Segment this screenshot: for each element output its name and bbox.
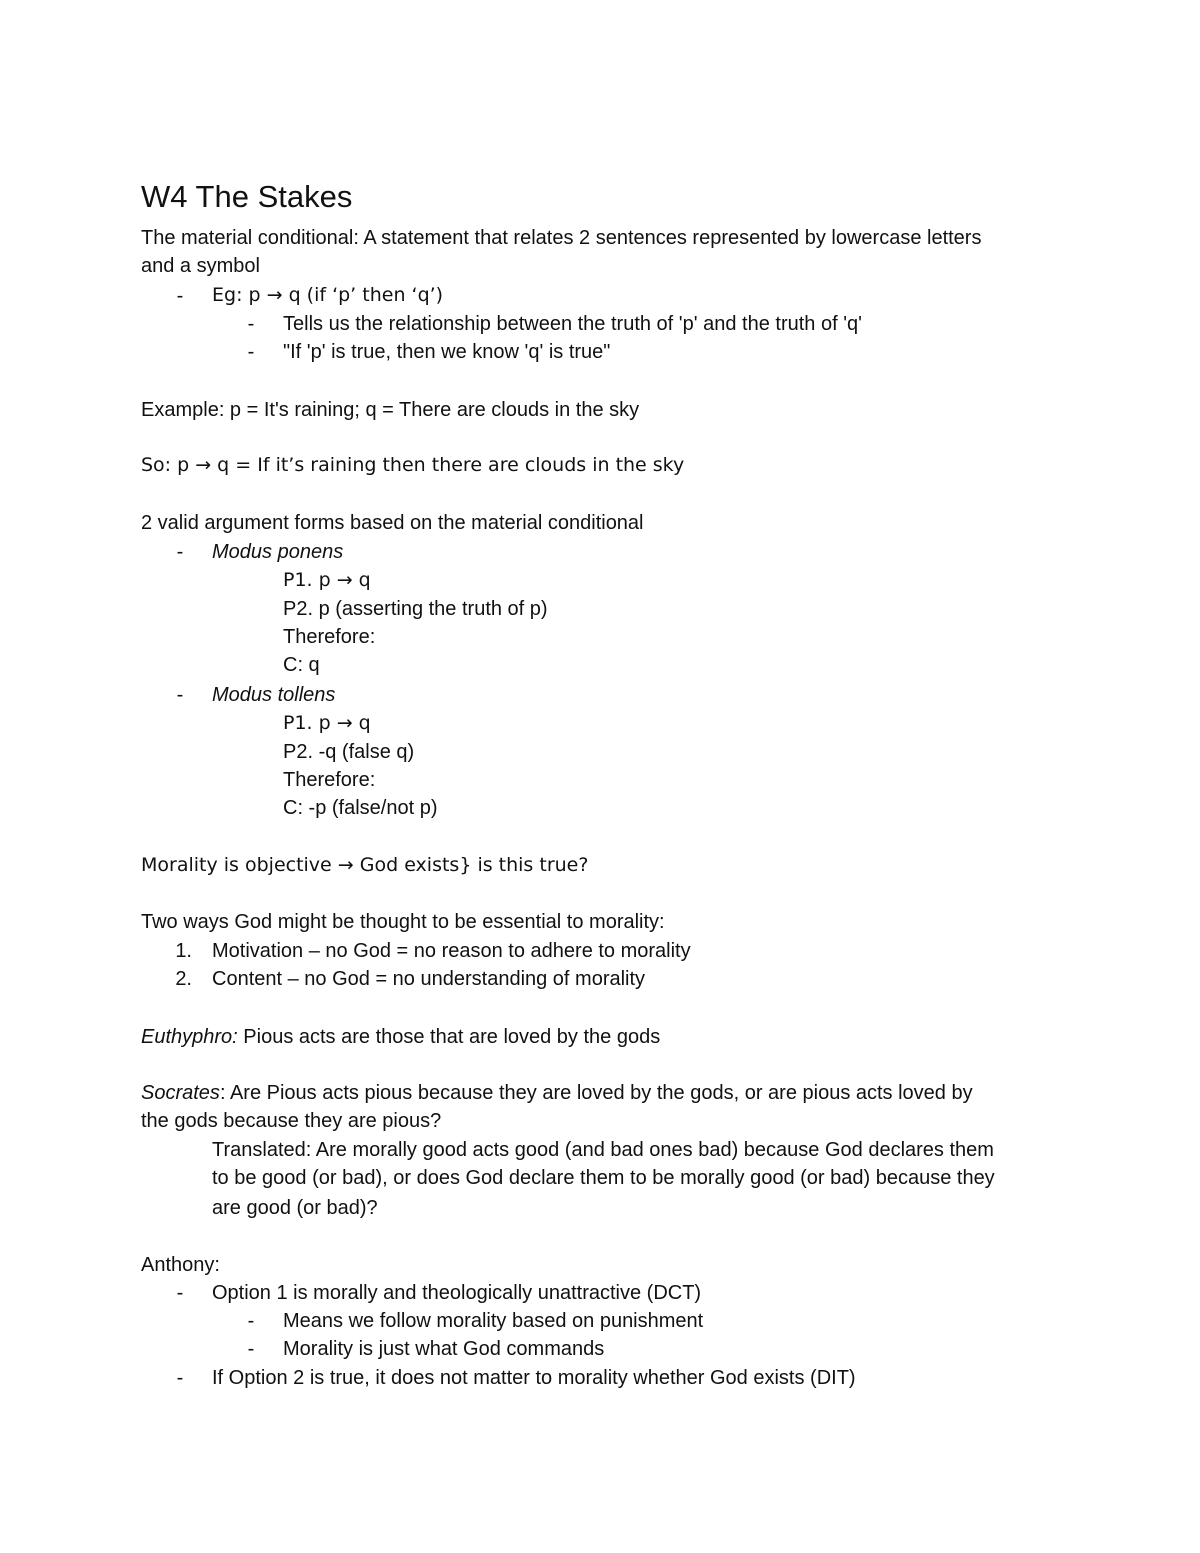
conclusion-line: C: q — [283, 654, 320, 676]
paragraph-line: the gods because they are pious? — [141, 1110, 442, 1132]
therefore-line: Therefore: — [283, 769, 376, 791]
socrates-line — [141, 1083, 973, 1103]
euthyphro-line — [141, 1027, 660, 1047]
dash-bullet: - — [247, 341, 255, 363]
premise-line: P2. -q (false q) — [283, 741, 415, 763]
dash-bullet: - — [176, 285, 184, 307]
morality-line: Morality is objective → God exists} is this true? — [141, 854, 589, 876]
example-line: Example: p = It's raining; q = There are clouds in the sky — [141, 399, 640, 421]
dash-bullet: - — [176, 1367, 184, 1389]
modus-tollens-label: Modus tollens — [212, 684, 336, 706]
list-number: 2. — [175, 968, 192, 990]
dash-bullet: - — [176, 1282, 184, 1304]
list-item: If Option 2 is true, it does not matter to morality whether God exists (DIT) — [212, 1367, 856, 1389]
dash-bullet: - — [247, 1310, 255, 1332]
premise-line: P2. p (asserting the truth of p) — [283, 598, 548, 620]
therefore-line: Therefore: — [283, 626, 376, 648]
list-item: Motivation – no God = no reason to adhere to morality — [212, 940, 691, 962]
list-item: Means we follow morality based on punishment — [283, 1310, 704, 1332]
list-item: Eg: p → q (if ‘p’ then ‘q’) — [212, 284, 444, 306]
premise-line: P1. p → q — [283, 569, 371, 591]
paragraph-line: Translated: Are morally good acts good (and bad ones bad) because God declares them — [212, 1139, 994, 1161]
section-heading: Two ways God might be thought to be essential to morality: — [141, 911, 665, 933]
modus-ponens-label: Modus ponens — [212, 541, 344, 563]
list-number: 1. — [175, 940, 192, 962]
list-item: Tells us the relationship between the truth of 'p' and the truth of 'q' — [283, 313, 862, 335]
euthyphro-label: Euthyphro: — [141, 1026, 238, 1048]
socrates-label: Socrates — [141, 1082, 220, 1104]
so-line: So: p → q = If it’s raining then there are clouds in the sky — [141, 454, 685, 476]
dash-bullet: - — [247, 1338, 255, 1360]
page-title: W4 The Stakes — [141, 179, 353, 214]
list-item: Morality is just what God commands — [283, 1338, 605, 1360]
conclusion-line: C: -p (false/not p) — [283, 797, 438, 819]
paragraph-line: and a symbol — [141, 255, 260, 277]
paragraph-line: The material conditional: A statement that relates 2 sentences represented by lowercase letters — [141, 227, 982, 249]
dash-bullet: - — [176, 684, 184, 706]
list-item: Option 1 is morally and theologically unattractive (DCT) — [212, 1282, 702, 1304]
anthony-label: Anthony: — [141, 1254, 220, 1276]
socrates-text: : Are Pious acts pious because they are loved by the gods, or are pious acts loved by — [219, 1082, 973, 1104]
section-heading: 2 valid argument forms based on the material conditional — [141, 512, 644, 534]
dash-bullet: - — [176, 541, 184, 563]
paragraph-line: are good (or bad)? — [212, 1197, 378, 1219]
list-item: "If 'p' is true, then we know 'q' is true" — [283, 341, 611, 363]
list-item: Content – no God = no understanding of morality — [212, 968, 646, 990]
dash-bullet: - — [247, 313, 255, 335]
paragraph-line: to be good (or bad), or does God declare them to be morally good (or bad) because they — [212, 1167, 995, 1189]
premise-line: P1. p → q — [283, 712, 371, 734]
euthyphro-text: Pious acts are those that are loved by the gods — [237, 1026, 661, 1048]
